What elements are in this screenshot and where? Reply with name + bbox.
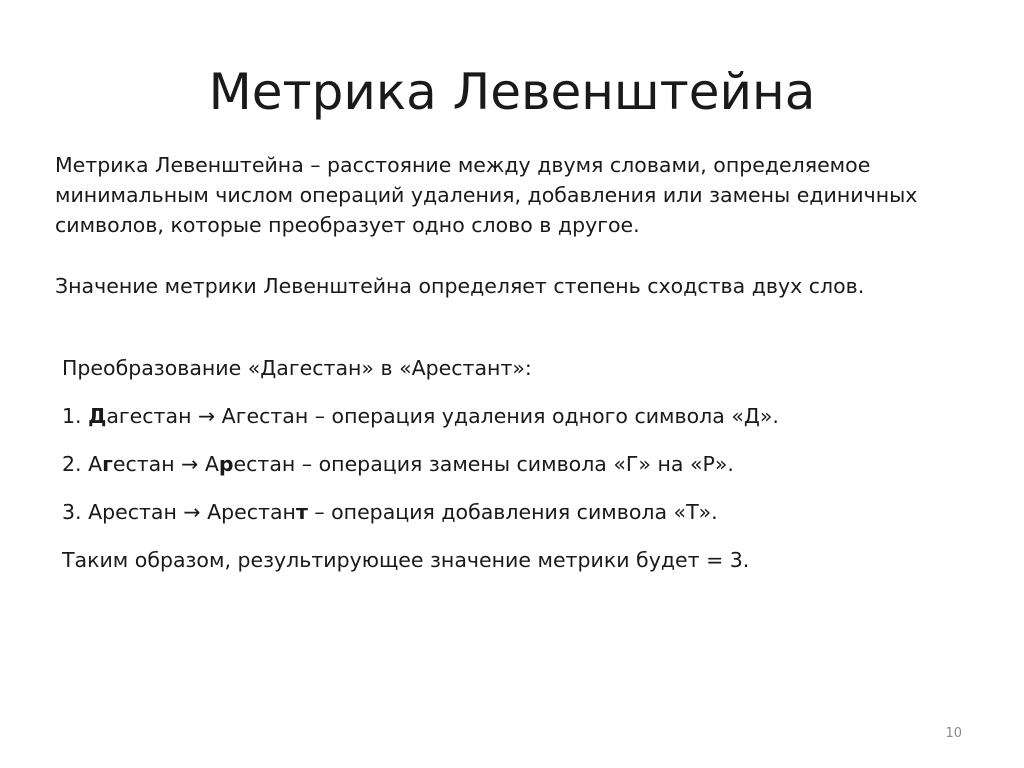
example-step-3 xyxy=(62,497,992,545)
step-3-bold-letter: т xyxy=(295,500,308,524)
step-2-bold-letter-1: г xyxy=(102,452,113,476)
step-1-prefix: 1. xyxy=(62,404,89,428)
example-conclusion: Таким образом, результирующее значение метрики будет = 3. xyxy=(62,548,750,572)
step-1-bold-letter: Д xyxy=(88,404,107,428)
step-2-text: естан – операция замены символа «Г» на «Р». xyxy=(233,452,734,476)
similarity-paragraph: Значение метрики Левенштейна определяет степень сходства двух слов. xyxy=(55,274,865,298)
step-2-mid: естан → А xyxy=(112,452,219,476)
page-number: 10 xyxy=(945,726,962,741)
paragraph-gap xyxy=(55,240,995,271)
slide-title: Метрика Левенштейна xyxy=(208,63,816,121)
step-2-prefix: 2. А xyxy=(62,452,103,476)
example-step-2 xyxy=(62,449,992,497)
definition-block xyxy=(55,150,995,301)
step-2-bold-letter-2: р xyxy=(218,452,234,476)
definition-paragraph: Метрика Левенштейна – расстояние между двумя словами, определяемое минимальным числом операций удаления, добавления или замены единичных символов, которые преобразует одно слово в другое. xyxy=(55,153,918,237)
example-block xyxy=(62,353,992,593)
example-step-1 xyxy=(62,401,992,449)
example-heading: Преобразование «Дагестан» в «Арестант»: xyxy=(62,356,532,380)
step-3-text: – операция добавления символа «Т». xyxy=(307,500,718,524)
step-1-text: агестан → Агестан – операция удаления одного символа «Д». xyxy=(106,404,779,428)
step-3-prefix: 3. Арестан → Арестан xyxy=(62,500,296,524)
